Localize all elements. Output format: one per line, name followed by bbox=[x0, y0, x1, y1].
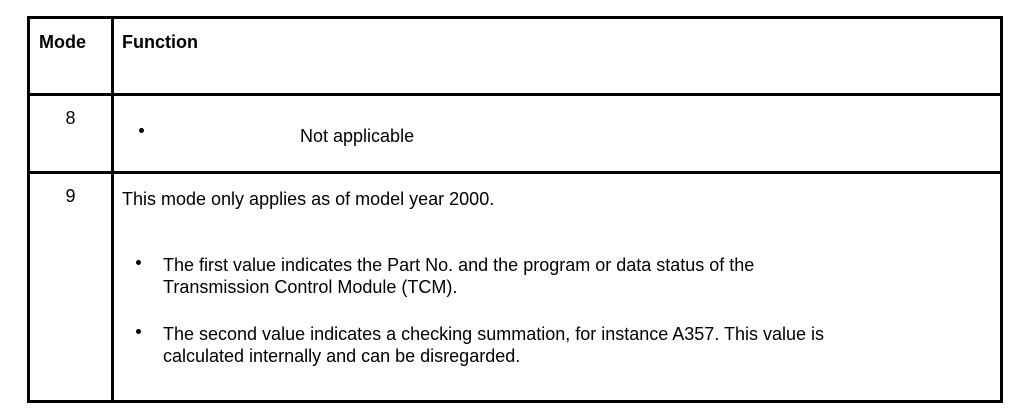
row-8-function-bullet: Not applicable bbox=[300, 126, 415, 146]
row-9-bullet-2-line-2: calculated internally and can be disregarded. bbox=[163, 346, 521, 366]
header-row-divider bbox=[30, 93, 1000, 96]
bullet-icon bbox=[136, 329, 141, 334]
bullet-icon bbox=[136, 260, 141, 265]
header-function: Function bbox=[122, 32, 198, 52]
row-9-bullet-1-line-2: Transmission Control Module (TCM). bbox=[163, 277, 458, 297]
header-mode: Mode bbox=[39, 32, 86, 52]
row-9-function-intro: This mode only applies as of model year 2000. bbox=[122, 189, 495, 209]
bullet-icon bbox=[139, 128, 144, 133]
mode-function-table bbox=[27, 16, 1003, 403]
row-9-bullet-2-line-1: The second value indicates a checking summation, for instance A357. This value is bbox=[163, 324, 825, 344]
row-8-mode: 8 bbox=[65, 108, 76, 128]
row-9-mode: 9 bbox=[65, 186, 76, 206]
row-divider bbox=[30, 171, 1000, 174]
column-divider bbox=[111, 19, 114, 400]
row-9-bullet-1-line-1: The first value indicates the Part No. and the program or data status of the bbox=[163, 255, 755, 275]
